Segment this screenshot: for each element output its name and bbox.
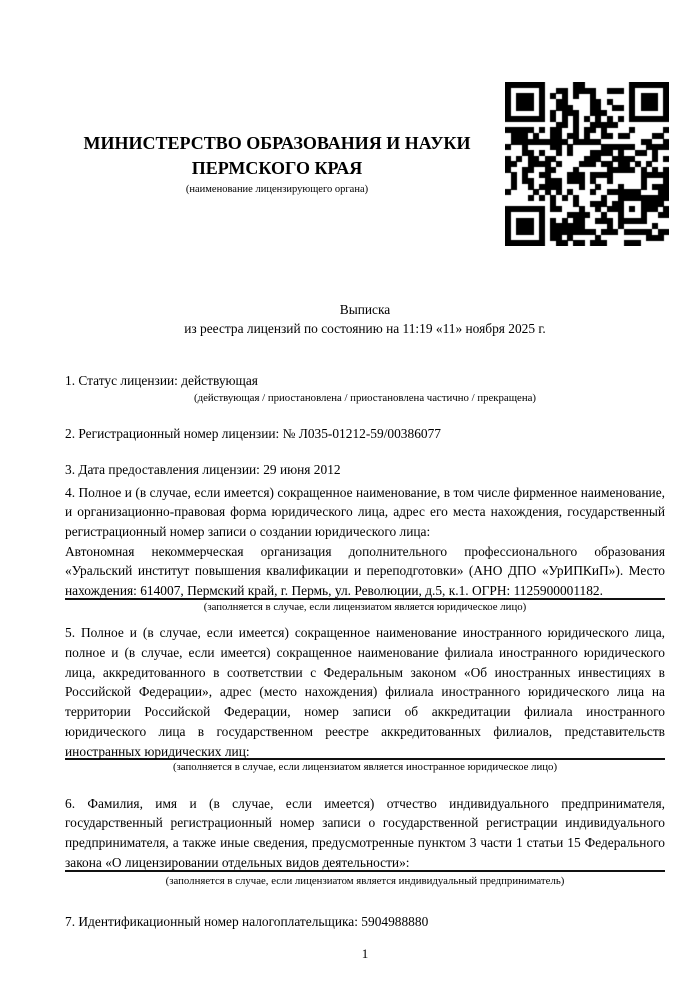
ministry-caption: (наименование лицензирующего органа) — [185, 184, 369, 195]
ministry-header — [65, 131, 489, 196]
ministry-name-line2: ПЕРМСКОГО КРАЯ — [191, 158, 363, 178]
item-4-question: 4. Полное и (в случае, если имеется) сокращенное наименование, в том числе фирменное наименование, и организационно-правовая форма юридического лица, адрес его места нахождения, государственный регистрационный номер записи о создании юридического лица: — [65, 484, 665, 540]
item-1-note: (действующая / приостановлена / приостановлена частично / прекращена) — [194, 391, 536, 404]
page-number: 1 — [361, 945, 369, 961]
item-4-value: Автономная некоммерческая организация дополнительного профессионального образования «Уральский институт повышения квалификации и переподготовки» (АНО ДПО «УрИПКиП»). Место нахождения: 614007, Пермский край, г. Пермь, ул. Революции, д.5, к.1. ОГРН: 1125900001182. — [65, 543, 665, 599]
item-3-license-date: 3. Дата предоставления лицензии: 29 июня 2012 — [65, 461, 341, 477]
item-2-registration-number: 2. Регистрационный номер лицензии: № Л035-01212-59/00386077 — [65, 426, 441, 442]
document-title — [65, 300, 665, 338]
ministry-name-line1: МИНИСТЕРСТВО ОБРАЗОВАНИЯ И НАУКИ — [83, 133, 471, 153]
item-4-note: (заполняется в случае, если лицензиатом является юридическое лицо) — [203, 600, 527, 613]
document-title-line1: Выписка — [339, 302, 391, 317]
item-6-question: 6. Фамилия, имя и (в случае, если имеется) отчество индивидуального предпринимателя, государственный регистрационный номер записи о государственной регистрации индивидуального предпринимателя, а также иные сведения, предусмотренные пунктом 3 части 1 статьи 15 Федерального закона «О лицензировании отдельных видов деятельности»: — [65, 795, 665, 870]
item-7-taxpayer-number: 7. Идентификационный номер налогоплательщика: 5904988880 — [65, 914, 429, 930]
item-5-question: 5. Полное и (в случае, если имеется) сокращенное наименование иностранного юридического лица, полное и (в случае, если имеется) сокращенное наименование филиала иностранного юридического лица, аккредитованного в соответствии с Федеральным законом «Об иностранных инвестициях в Российской Федерации», адрес (место нахождения) филиала иностранного юридического лица на территории Российской Федерации, номер записи об аккредитации филиала иностранного юридического лица в государственном реестре аккредитованных филиалов, представительств иностранных юридических лиц: — [65, 625, 665, 759]
document-title-line2: из реестра лицензий по состоянию на 11:19 «11» ноября 2025 г. — [184, 321, 546, 336]
item-4-legal-entity — [65, 483, 665, 615]
item-5-foreign-entity — [65, 623, 665, 774]
document-content — [65, 0, 665, 962]
item-5-note: (заполняется в случае, если лицензиатом является иностранное юридическое лицо) — [172, 761, 558, 774]
item-6-individual-entrepreneur — [65, 794, 665, 888]
item-1-license-status: 1. Статус лицензии: действующая — [65, 373, 258, 388]
item-6-note: (заполняется в случае, если лицензиатом является индивидуальный предприниматель) — [165, 874, 565, 887]
